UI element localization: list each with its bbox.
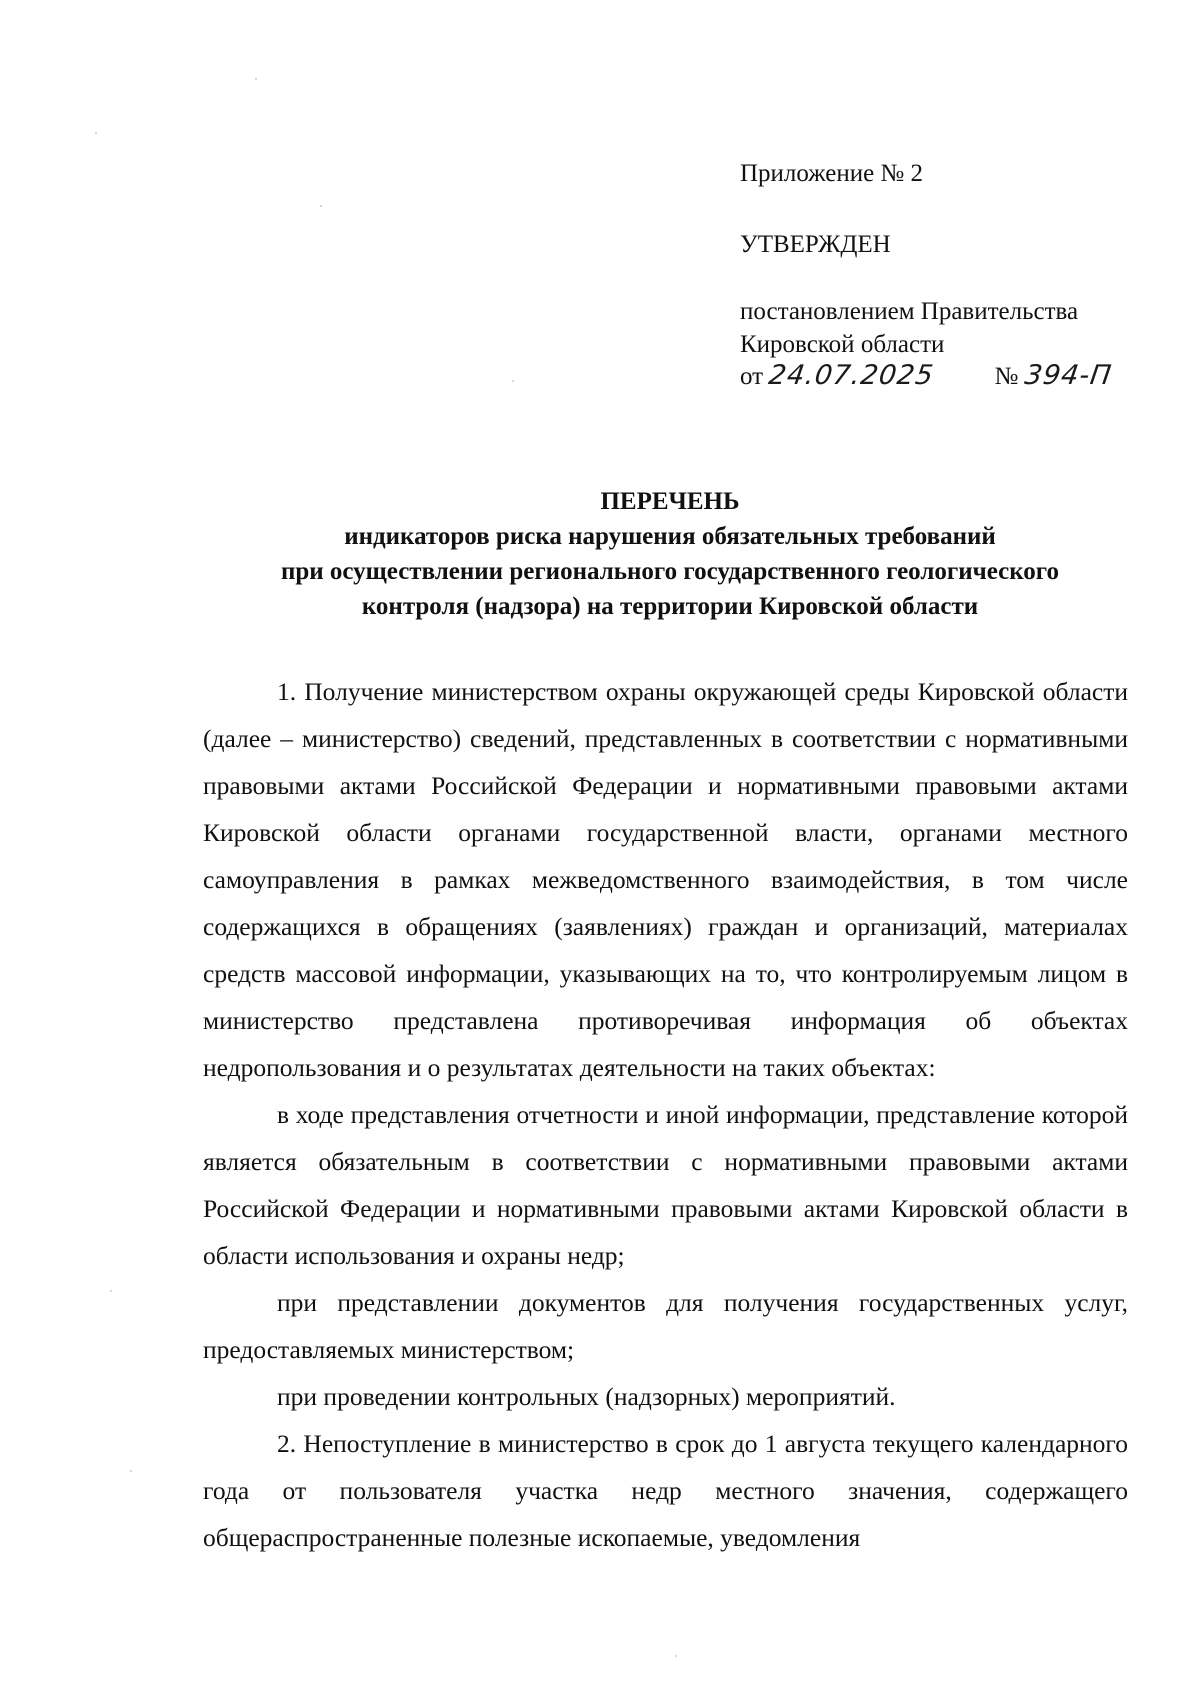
title-line-3: контроля (надзора) на территории Кировской области [361,593,979,620]
document-title [140,484,1200,624]
scan-speck [110,1290,112,1292]
title-line-1: индикаторов риска нарушения обязательных требований [344,523,996,550]
scan-speck [255,78,257,80]
document-body [203,668,1128,1561]
paragraph-5: 2. Непоступление в министерство в срок до 1 августа текущего календарного года от пользователя участка недр местного значения, содержащего общераспространенные полезные ископаемые, уведомления [203,1429,1128,1552]
approved-label: УТВЕРЖДЕН [740,231,891,258]
handwritten-date: 24.07.2025 [767,360,937,391]
scan-speck [512,380,514,382]
paragraph-1: 1. Получение министерством охраны окружающей среды Кировской области (далее – министерство) сведений, представленных в соответствии с нормативными правовыми актами Российской Федерации и нормативными правовыми актами Кировской области органами государственной власти, органами местного самоуправления в рамках межведомственного взаимодействия, в том числе содержащихся в обращениях (заявлениях) граждан и организаций, материалах средств массовой информации, указывающих на то, что контролируемым лицом в министерство представлена противоречивая информация об объектах недропользования и о результатах деятельности на таких объектах: [203,677,1128,1082]
handwritten-number: 394-П [1022,360,1114,391]
paragraph-3: при представлении документов для получения государственных услуг, предоставляемых министерством; [203,1288,1128,1364]
title-line-2: при осуществлении регионального государственного геологического [280,558,1060,585]
scan-speck [675,1655,677,1657]
number-prefix: № [994,363,1019,390]
title-main: ПЕРЕЧЕНЬ [600,488,740,515]
scan-speck [130,1470,132,1472]
paragraph-2: в ходе представления отчетности и иной информации, представление которой является обязательным в соответствии с нормативными правовыми актами Российской Федерации и нормативными правовыми актами Кировской области в области использования и охраны недр; [203,1100,1128,1270]
decree-line-1: постановлением Правительства [740,298,1079,325]
paragraph-4: при проведении контрольных (надзорных) мероприятий. [277,1382,896,1411]
scan-speck [320,205,322,207]
appendix-label: Приложение № 2 [740,160,924,187]
decree-date-line [740,360,1160,392]
date-prefix: от [740,363,764,390]
decree-line-2: Кировской области [740,331,945,358]
scan-speck [95,132,97,134]
